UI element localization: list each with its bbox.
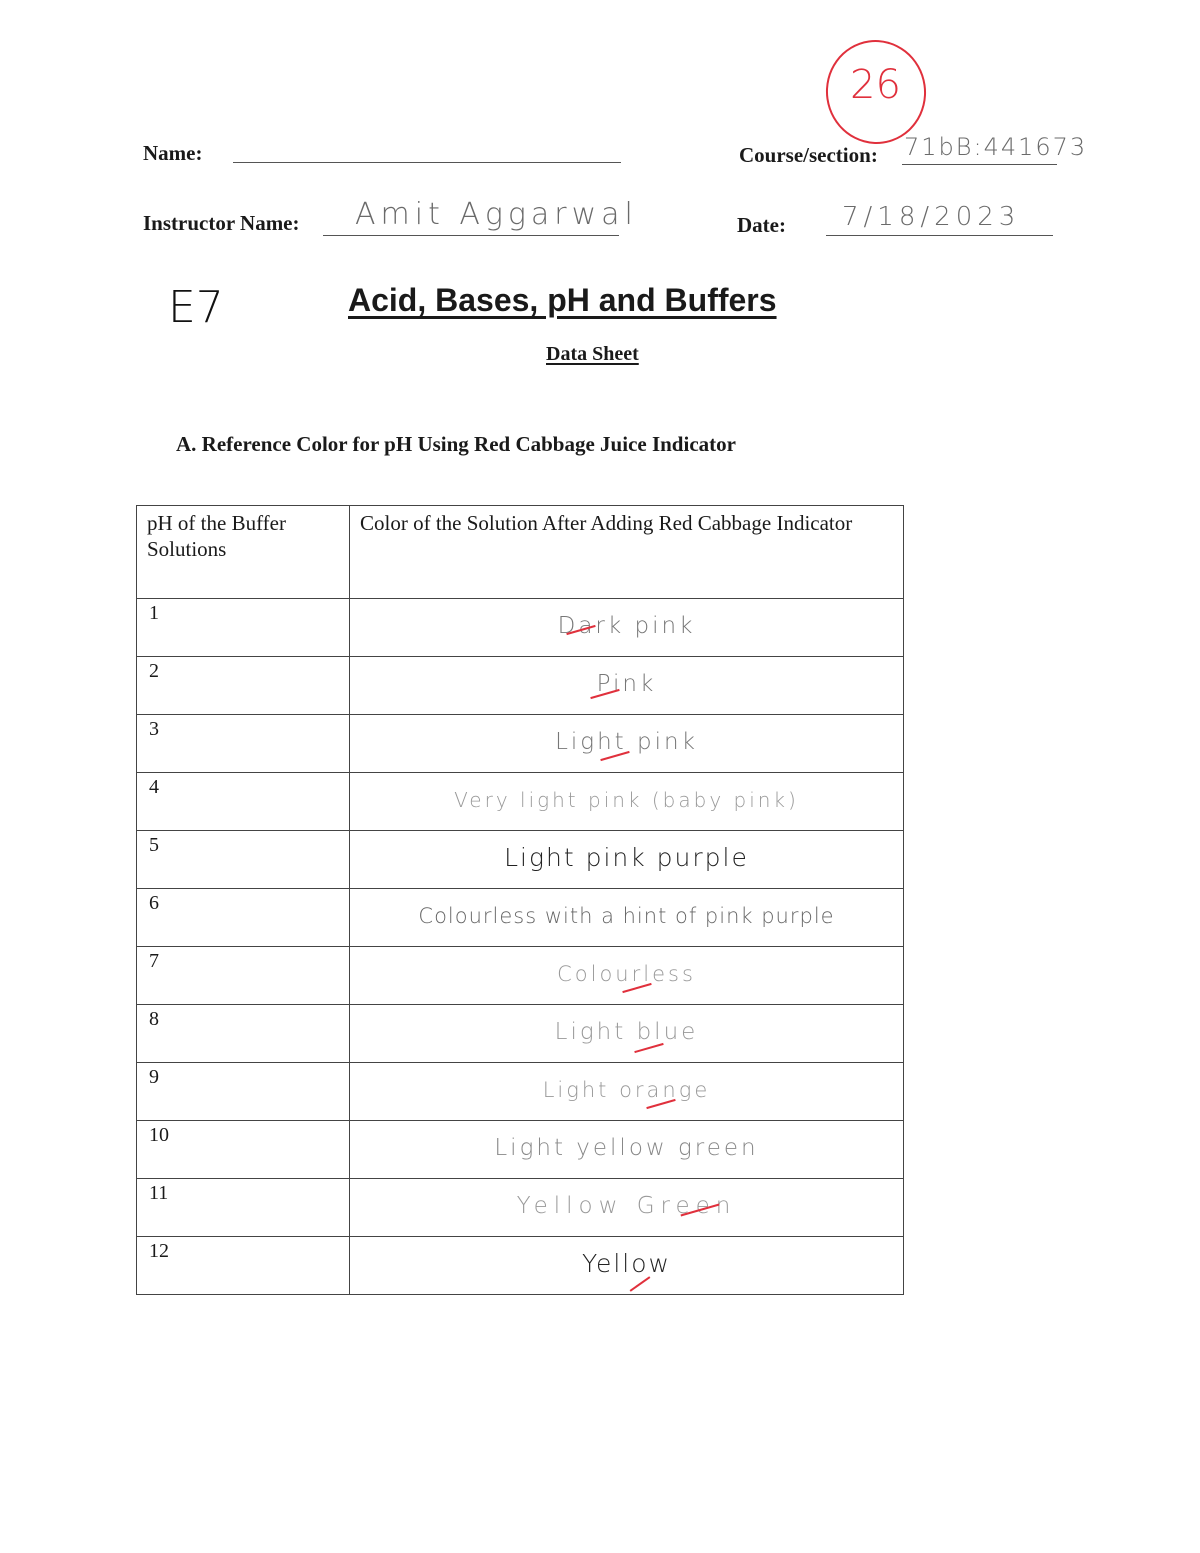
- ph-value: 12: [137, 1237, 350, 1295]
- table-row: [137, 889, 904, 947]
- ph-value: 6: [137, 889, 350, 947]
- color-value: Light pink purple: [504, 843, 749, 872]
- ph-value: 2: [137, 657, 350, 715]
- ph-value: 5: [137, 831, 350, 889]
- instructor-field-line: [323, 235, 619, 236]
- color-value: Yellow Green: [516, 1193, 737, 1219]
- table-row: [137, 1121, 904, 1179]
- column-header-color: Color of the Solution After Adding Red Cabbage Indicator: [350, 506, 904, 599]
- table-row: [137, 831, 904, 889]
- course-field-line: [902, 164, 1057, 165]
- table-header-row: [137, 506, 904, 599]
- date-field-line: [826, 235, 1053, 236]
- date-label: Date:: [737, 213, 786, 237]
- color-value: Yellow: [582, 1249, 671, 1278]
- ph-value: 10: [137, 1121, 350, 1179]
- table-row: [137, 773, 904, 831]
- color-value: Light yellow green: [494, 1135, 759, 1161]
- table-row: [137, 1237, 904, 1295]
- table-row: [137, 715, 904, 773]
- date-field: 7/18/2023: [842, 202, 1021, 232]
- ph-value: 4: [137, 773, 350, 831]
- table-row: [137, 657, 904, 715]
- course-label: Course/section:: [739, 143, 878, 167]
- experiment-mark: E7: [168, 282, 224, 333]
- document-subtitle: Data Sheet: [546, 343, 639, 365]
- table-row: [137, 947, 904, 1005]
- instructor-field: Amit Aggarwal: [355, 197, 638, 232]
- section-heading: A. Reference Color for pH Using Red Cabbage Juice Indicator: [176, 432, 736, 456]
- ph-value: 3: [137, 715, 350, 773]
- grading-tick: [630, 1276, 651, 1291]
- color-value: Light pink: [555, 729, 698, 755]
- name-label: Name:: [143, 141, 203, 165]
- document-title: Acid, Bases, pH and Buffers: [348, 282, 777, 318]
- table-row: [137, 1063, 904, 1121]
- color-value: Colourless with a hint of pink purple: [418, 904, 835, 928]
- column-header-ph: pH of the Buffer Solutions: [137, 506, 350, 599]
- color-value: Dark pink: [557, 613, 696, 639]
- color-value: Very light pink (baby pink): [454, 788, 799, 812]
- instructor-label: Instructor Name:: [143, 211, 300, 235]
- course-field: 71bB:441673: [904, 133, 1088, 161]
- grade-mark: 26: [850, 62, 901, 108]
- ph-value: 11: [137, 1179, 350, 1237]
- ph-value: 1: [137, 599, 350, 657]
- ph-value: 8: [137, 1005, 350, 1063]
- color-value: Pink: [596, 671, 657, 697]
- color-value: Light blue: [554, 1019, 699, 1045]
- color-value: Light orange: [542, 1078, 711, 1102]
- ph-value: 9: [137, 1063, 350, 1121]
- data-table: [136, 505, 904, 1295]
- ph-value: 7: [137, 947, 350, 1005]
- table-row: [137, 1005, 904, 1063]
- table-row: [137, 1179, 904, 1237]
- name-field-line: [233, 162, 621, 163]
- color-value: Colourless: [557, 962, 696, 986]
- table-row: [137, 599, 904, 657]
